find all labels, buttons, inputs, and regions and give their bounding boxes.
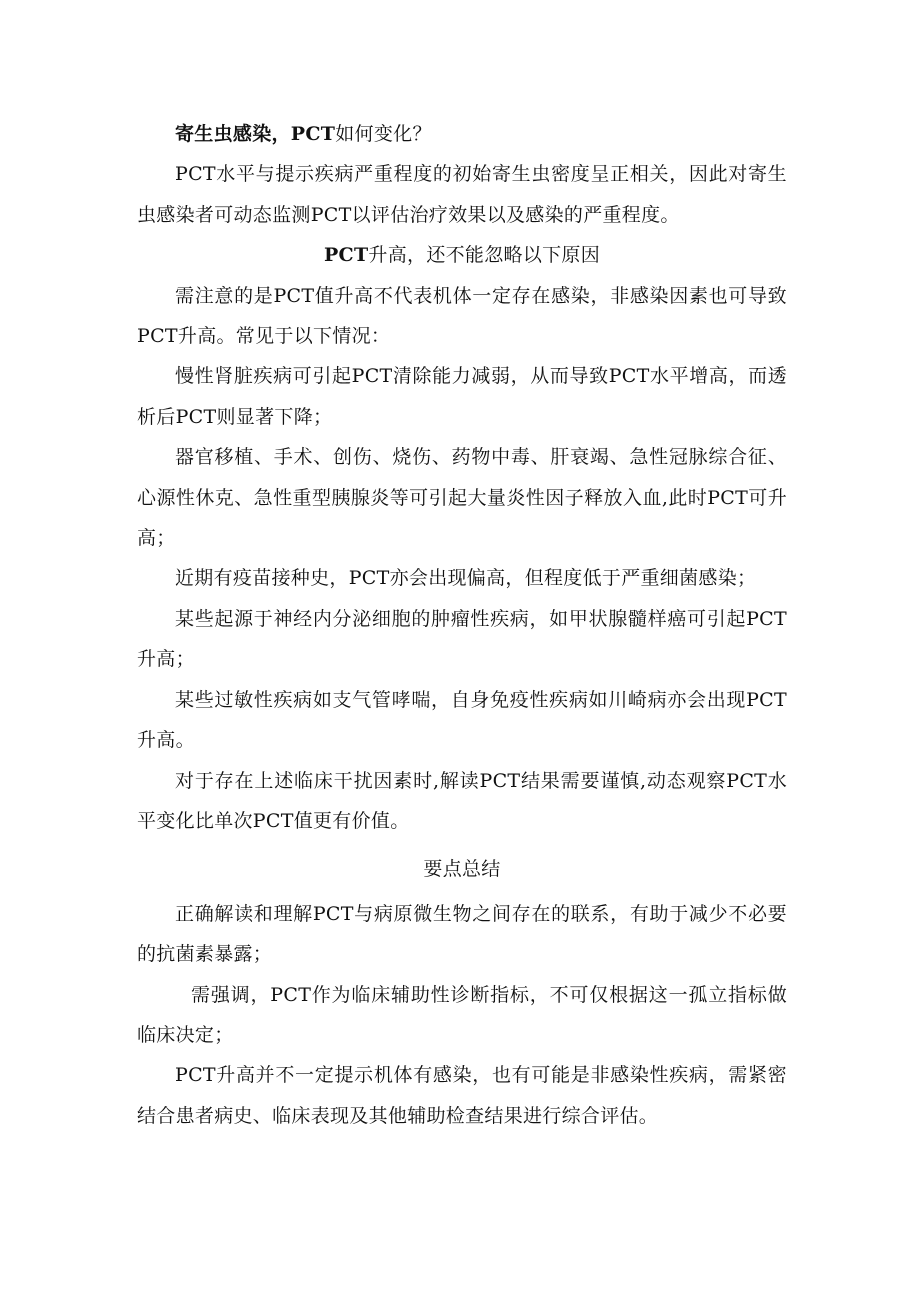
section-heading-pct-causes-rest: 升高，还不能忽略以下原因 [368, 244, 601, 267]
section-heading-parasite [137, 114, 787, 154]
summary-item-comprehensive-evaluation: PCT升高并不一定提示机体有感染，也有可能是非感染性疾病，需紧密结合患者病史、临床表现及其他辅助检查结果进行综合评估。 [137, 1064, 787, 1127]
section-heading-parasite-bold: 寄生虫感染，PCT [175, 123, 336, 145]
section-heading-summary: 要点总结 [423, 858, 501, 881]
section-heading-pct-causes [137, 235, 787, 275]
summary-item-auxiliary-indicator: 需强调，PCT作为临床辅助性诊断指标，不可仅根据这一孤立指标做临床决定； [137, 983, 787, 1046]
document-body [137, 114, 787, 1136]
section-heading-parasite-rest: 如何变化？ [335, 123, 432, 145]
paragraph-trauma-surgery: 器官移植、手术、创伤、烧伤、药物中毒、肝衰竭、急性冠脉综合征、心源性休克、急性重型胰腺炎等可引起大量炎性因子释放入血,此时PCT可升高； [137, 446, 787, 550]
paragraph-vaccination: 近期有疫苗接种史，PCT亦会出现偏高，但程度低于严重细菌感染； [175, 567, 757, 590]
section-heading-pct-causes-bold: PCT [323, 244, 369, 267]
paragraph-allergic-autoimmune: 某些过敏性疾病如支气管哮喘，自身免疫性疾病如川崎病亦会出现PCT升高。 [137, 688, 787, 752]
paragraph-neuroendocrine-tumor: 某些起源于神经内分泌细胞的肿瘤性疾病，如甲状腺髓样癌可引起PCT升高； [137, 607, 787, 671]
paragraph-kidney-disease: 慢性肾脏疾病可引起PCT清除能力减弱，从而导致PCT水平增高，而透析后PCT则显著下降； [137, 365, 787, 428]
paragraph-noninfection-intro: 需注意的是PCT值升高不代表机体一定存在感染，非感染因素也可导致PCT升高。常见于以下情况： [137, 284, 787, 348]
summary-item-understanding: 正确解读和理解PCT与病原微生物之间存在的联系，有助于减少不必要的抗菌素暴露； [137, 902, 787, 966]
paragraph-interpretation-caution: 对于存在上述临床干扰因素时,解读PCT结果需要谨慎,动态观察PCT水平变化比单次PCT值更有价值。 [137, 769, 787, 832]
paragraph-parasite: PCT水平与提示疾病严重程度的初始寄生虫密度呈正相关，因此对寄生虫感染者可动态监测PCT以评估治疗效果以及感染的严重程度。 [137, 163, 787, 226]
